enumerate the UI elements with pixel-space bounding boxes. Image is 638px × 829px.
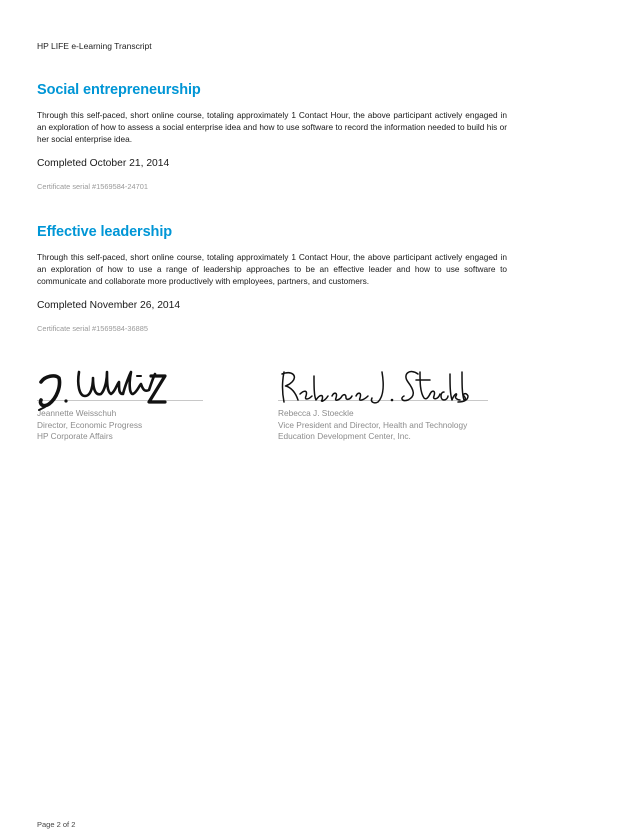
certificate-serial: Certificate serial #1569584-24701 <box>37 181 148 191</box>
certificate-serial: Certificate serial #1569584-36885 <box>37 323 148 333</box>
signatory-organization: HP Corporate Affairs <box>37 431 113 441</box>
signatory-info <box>37 408 203 443</box>
handwritten-signature-stoeckle <box>278 366 468 406</box>
signatory-title: Director, Economic Progress <box>37 419 143 430</box>
transcript-header: HP LIFE e-Learning Transcript <box>37 41 152 51</box>
signatory-info <box>278 408 488 443</box>
page-number: Page 2 of 2 <box>37 820 76 829</box>
handwritten-signature-weisschuh <box>37 366 177 410</box>
course-title: Social entrepreneurship <box>37 82 201 98</box>
signatory-name: Rebecca J. Stoeckle <box>278 408 354 418</box>
course-description: Through this self-paced, short online course, totaling approximately 1 Contact Hour, the above participant actively engaged in an exploration of how to use a range of leadership approaches to be an effective leader and how to use software to communicate and collaborate more productively with employees, partners, and customers. <box>37 252 507 287</box>
signatory-name: Jeannette Weisschuh <box>37 408 117 418</box>
course-description: Through this self-paced, short online course, totaling approximately 1 Contact Hour, the above participant actively engaged in an exploration of how to assess a social enterprise idea and how to use software to record the information needed to build his or her social enterprise idea. <box>37 110 507 145</box>
signature-block-stoeckle <box>278 366 488 443</box>
course-completion-date: Completed October 21, 2014 <box>37 157 170 169</box>
course-completion-date: Completed November 26, 2014 <box>37 299 181 311</box>
course-title: Effective leadership <box>37 224 172 240</box>
signatory-organization: Education Development Center, Inc. <box>278 431 411 441</box>
signatory-title: Vice President and Director, Health and Technology <box>278 419 468 430</box>
course-social-entrepreneurship <box>37 82 507 191</box>
signature-block-weisschuh <box>37 366 203 443</box>
signature-line <box>278 366 488 401</box>
signature-line <box>37 366 203 401</box>
course-effective-leadership <box>37 224 507 333</box>
